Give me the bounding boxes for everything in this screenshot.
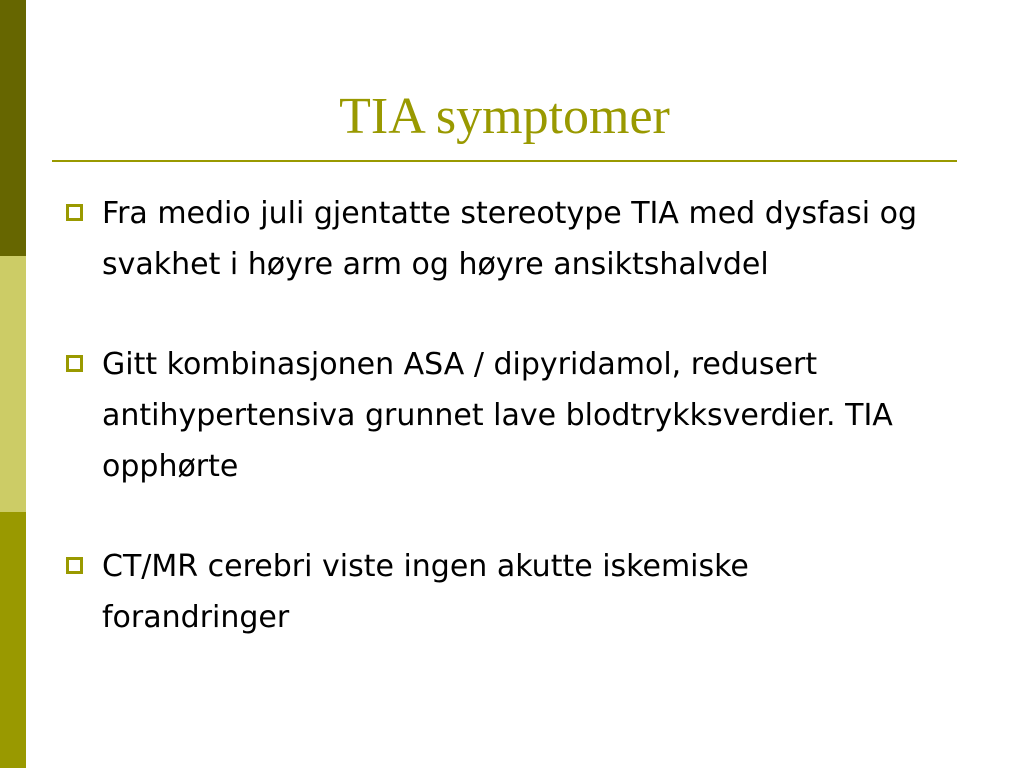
side-stripe-dark [0, 0, 26, 256]
square-bullet-icon [66, 557, 83, 574]
bullet-item [60, 339, 920, 492]
bullet-text: Fra medio juli gjentatte stereotype TIA med dysfasi og svakhet i høyre arm og høyre ansiktshalvdel [102, 196, 917, 282]
bullet-list [60, 188, 920, 643]
slide-title: TIA symptomer [339, 88, 670, 145]
bullet-text: CT/MR cerebri viste ingen akutte iskemiske forandringer [102, 549, 749, 635]
side-stripe-light [0, 256, 26, 512]
title-divider [52, 160, 957, 162]
bullet-item [60, 188, 920, 290]
bullet-text: Gitt kombinasjonen ASA / dipyridamol, redusert antihypertensiva grunnet lave blodtrykksverdier. TIA opphørte [102, 347, 893, 484]
square-bullet-icon [66, 204, 83, 221]
side-stripe-olive [0, 512, 26, 768]
bullet-item [60, 541, 920, 643]
square-bullet-icon [66, 355, 83, 372]
